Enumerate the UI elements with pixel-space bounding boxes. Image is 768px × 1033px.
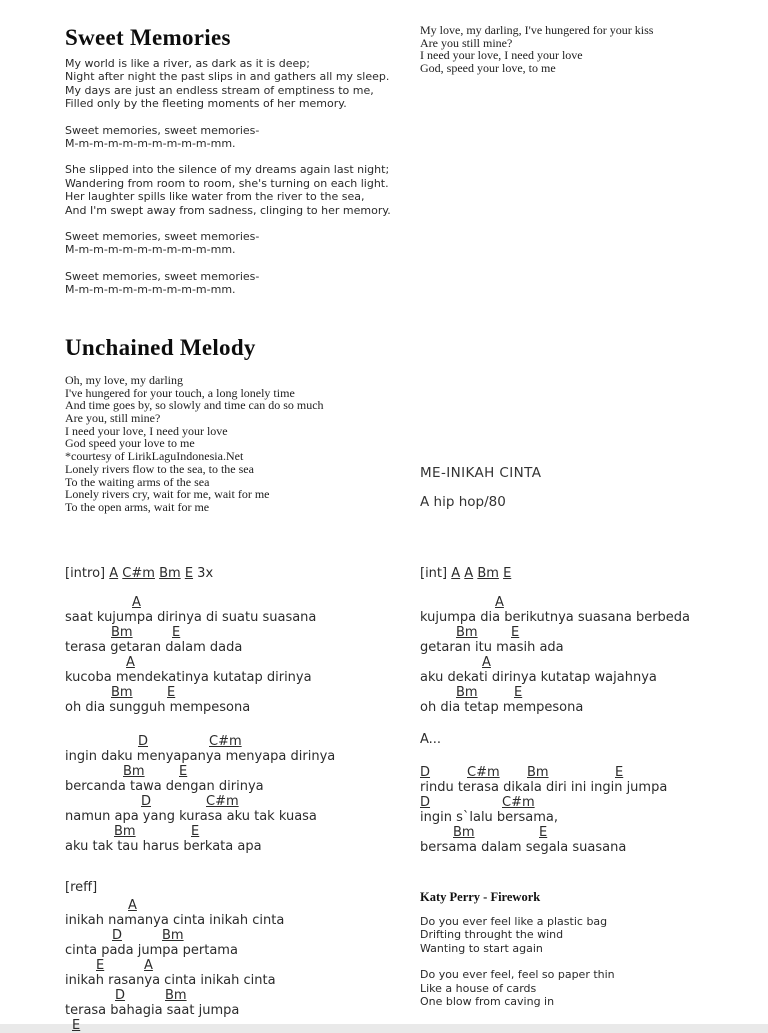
lyric-line: saat kujumpa dirinya di suatu suasana — [65, 610, 317, 625]
chord-A: A — [482, 655, 491, 670]
chord-Bm: Bm — [527, 765, 549, 780]
chord-E: E — [167, 685, 176, 700]
text-line: Like a house of cards — [420, 981, 537, 995]
text-line: My love, my darling, I've hungered for your kiss — [420, 23, 654, 37]
text-line: And I'm swept away from sadness, clinging to her memory. — [65, 203, 391, 217]
text-line: Wanting to start again — [420, 941, 543, 955]
lyric-line: oh dia tetap mempesona — [420, 700, 584, 715]
lyric-line: terasa getaran dalam dada — [65, 640, 243, 655]
chord-Bm: Bm — [477, 566, 499, 581]
chord-Bm: Bm — [456, 625, 478, 640]
lyric-line: namun apa yang kurasa aku tak kuasa — [65, 809, 317, 824]
text-line: My world is like a river, as dark as it is deep; — [65, 57, 310, 70]
verse-right-1 — [420, 595, 760, 715]
chord-row — [420, 655, 760, 670]
chord-row — [65, 595, 415, 610]
stanza — [65, 57, 435, 111]
lyric-line: aku dekati dirinya kutatap wajahnya — [420, 670, 657, 685]
lyric-line: oh dia sungguh mempesona — [65, 700, 251, 715]
chord-Bm: Bm — [453, 825, 475, 840]
chord-A: A — [495, 595, 504, 610]
firework-lyrics — [420, 915, 750, 1021]
stanza — [65, 124, 435, 151]
text-line: Are you, still mine? — [65, 411, 161, 426]
text-line: M-m-m-m-m-m-m-m-m-m-mm. — [65, 283, 236, 297]
text-line: Her laughter spills like water from the river to the sea, — [65, 190, 365, 204]
stanza — [65, 163, 435, 217]
unchained-melody-lyrics — [65, 374, 435, 514]
chord-Bm: Bm — [123, 764, 145, 779]
chord-E: E — [511, 625, 520, 640]
lyric-line: aku tak tau harus berkata apa — [65, 839, 262, 854]
chord-Bm: Bm — [162, 928, 184, 943]
chord-row — [420, 595, 760, 610]
chord-row — [420, 795, 760, 810]
chord-row — [65, 794, 415, 809]
text-line: Sweet memories, sweet memories- — [65, 123, 260, 137]
text-line: Lonely rivers cry, wait for me, wait for me — [65, 487, 270, 502]
stanza — [65, 270, 435, 297]
chord-C#m: C#m — [206, 794, 239, 809]
text-line: Sweet memories, sweet memories- — [65, 229, 260, 243]
stanza — [65, 230, 435, 257]
text-line: Drifting throught the wind — [420, 928, 564, 942]
text-line: She slipped into the silence of my dreams again last night; — [65, 163, 390, 177]
chord-E: E — [503, 566, 512, 581]
text-line: God speed your love to me — [65, 436, 195, 451]
text-line: I need your love, I need your love — [420, 48, 583, 63]
chord-row — [65, 824, 415, 839]
chord-row — [420, 765, 760, 780]
chord-C#m: C#m — [502, 795, 535, 810]
chord-A: A — [109, 566, 119, 581]
verse-left-2 — [65, 734, 415, 854]
text-line: M-m-m-m-m-m-m-m-m-m-mm. — [65, 136, 236, 150]
text-line: Do you ever feel, feel so paper thin — [420, 968, 615, 982]
verse-reff — [65, 898, 415, 1033]
text-line: I need your love, I need your love — [65, 423, 228, 438]
verse-right-2 — [420, 765, 760, 855]
text-line: Night after night the past slips in and gathers all my sleep. — [65, 70, 390, 84]
chord-A: A — [144, 958, 153, 973]
chord-D: D — [112, 928, 123, 943]
lyric-line: inikah rasanya cinta inikah cinta — [65, 973, 276, 988]
chord-D: D — [141, 794, 152, 809]
song-title-sweet-memories: Sweet Memories — [65, 25, 231, 50]
song-title-inikah-cinta: ME-INIKAH CINTA — [420, 465, 542, 481]
reff-label: [reff] — [65, 880, 98, 895]
lyric-line: terasa bahagia saat jumpa — [65, 1003, 240, 1018]
text-line: Lonely rivers flow to the sea, to the sea — [65, 461, 254, 476]
text-line: One blow from caving in — [420, 994, 555, 1008]
text-line: Do you ever feel like a plastic bag — [420, 915, 608, 928]
section-label: [int] — [420, 566, 452, 581]
chord-A: A — [132, 595, 141, 610]
chord-E: E — [514, 685, 523, 700]
chord-Bm: Bm — [159, 566, 181, 581]
chord-C#m: C#m — [122, 566, 155, 581]
chord-row — [65, 898, 415, 913]
chord-E: E — [539, 825, 548, 840]
chord-row — [420, 685, 760, 700]
text-line: Wandering from room to room, she's turning on each light. — [65, 176, 389, 190]
repeat-count: 3x — [197, 566, 214, 581]
lyric-line: bersama dalam segala suasana — [420, 840, 627, 855]
chord-E: E — [172, 625, 181, 640]
chord-D: D — [420, 795, 431, 810]
text-line: And time goes by, so slowly and time can do so much — [65, 398, 324, 413]
chord-Bm: Bm — [111, 685, 133, 700]
chord-A: A — [451, 566, 461, 581]
chord-C#m: C#m — [209, 734, 242, 749]
chord-row — [420, 825, 760, 840]
chord-row — [65, 734, 415, 749]
chord-A: A — [128, 898, 137, 913]
chord-row — [65, 958, 415, 973]
lyric-line: ingin daku menyapanya menyapa dirinya — [65, 749, 336, 764]
chord-E: E — [179, 764, 188, 779]
text-line: My days are just an endless stream of emptiness to me, — [65, 83, 374, 97]
text-line: To the waiting arms of the sea — [65, 474, 210, 489]
unchained-excerpt-lyrics — [420, 24, 750, 75]
chord-row — [65, 928, 415, 943]
chord-D: D — [115, 988, 126, 1003]
chord-D: D — [420, 765, 431, 780]
chord-row — [65, 625, 415, 640]
lyric-line: bercanda tawa dengan dirinya — [65, 779, 264, 794]
lyric-line: cinta pada jumpa pertama — [65, 943, 238, 958]
chord-E: E — [615, 765, 624, 780]
text-line: Oh, my love, my darling — [65, 373, 183, 387]
chord-A: A — [126, 655, 135, 670]
text-line: Sweet memories, sweet memories- — [65, 269, 260, 283]
text-line: M-m-m-m-m-m-m-m-m-m-mm. — [65, 243, 236, 257]
chord-C#m: C#m — [467, 765, 500, 780]
text-line: *courtesy of LirikLaguIndonesia.Net — [65, 449, 244, 464]
lyric-line: getaran itu masih ada — [420, 640, 564, 655]
chord-row — [420, 625, 760, 640]
chord-row — [65, 1018, 415, 1033]
text-line: God, speed your love, to me — [420, 61, 556, 76]
text-line: Are you still mine? — [420, 35, 513, 50]
text-line: I've hungered for your touch, a long lonely time — [65, 385, 295, 400]
chord-Bm: Bm — [111, 625, 133, 640]
verse-left-1 — [65, 595, 415, 715]
lyric-line: rindu terasa dikala diri ini ingin jumpa — [420, 780, 668, 795]
chord-E: E — [191, 824, 200, 839]
chord-E: E — [184, 566, 194, 581]
chord-Bm: Bm — [114, 824, 136, 839]
song-style-label: A hip hop/80 — [420, 494, 506, 510]
lyric-line: kucoba mendekatinya kutatap dirinya — [65, 670, 312, 685]
sweet-memories-lyrics — [65, 57, 435, 309]
lyric-line: ingin s`lalu bersama, — [420, 810, 559, 825]
chord-row — [65, 764, 415, 779]
a-continuation-line: A... — [420, 732, 442, 747]
chord-Bm: Bm — [456, 685, 478, 700]
chord-E: E — [96, 958, 105, 973]
stanza — [420, 915, 750, 955]
chord-E: E — [72, 1018, 81, 1033]
intro-chord-line — [65, 566, 213, 581]
section-label: [intro] — [65, 566, 110, 581]
lyric-line: kujumpa dia berikutnya suasana berbeda — [420, 610, 691, 625]
text-line: To the open arms, wait for me — [65, 499, 210, 514]
lyric-line: inikah namanya cinta inikah cinta — [65, 913, 285, 928]
text-line: Filled only by the fleeting moments of her memory. — [65, 97, 347, 111]
stanza — [420, 968, 750, 1008]
chord-row — [65, 988, 415, 1003]
chord-A: A — [464, 566, 474, 581]
chord-row — [65, 685, 415, 700]
chord-D: D — [138, 734, 149, 749]
song-title-firework: Katy Perry - Firework — [420, 890, 541, 904]
int-chord-line — [420, 566, 511, 581]
chord-row — [65, 655, 415, 670]
song-title-unchained-melody: Unchained Melody — [65, 335, 256, 360]
chord-Bm: Bm — [165, 988, 187, 1003]
